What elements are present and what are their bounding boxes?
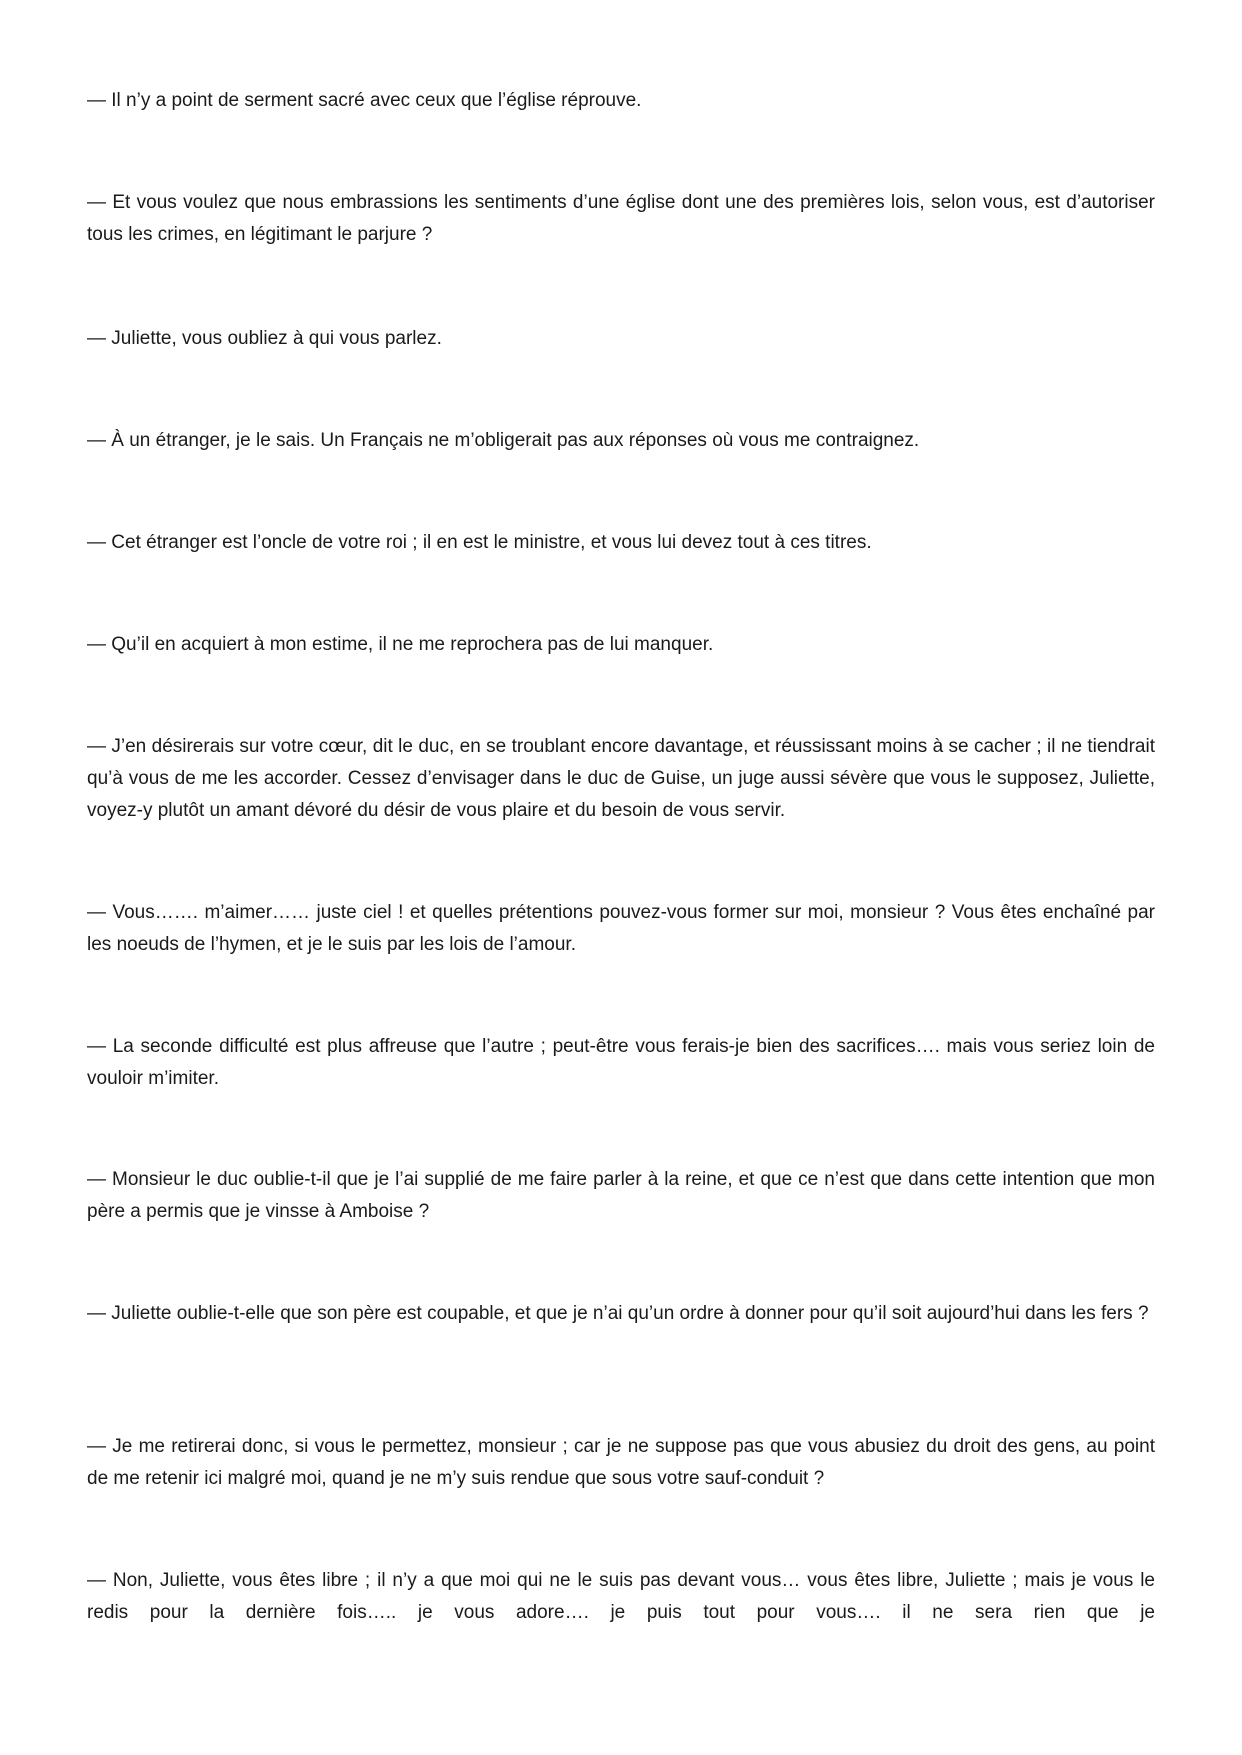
paragraph-3: — Juliette, vous oubliez à qui vous parlez. [87, 328, 442, 349]
paragraph-12: — Je me retirerai donc, si vous le permettez, monsieur ; car je ne suppose pas que vous abusiez du droit des gens, au point de me retenir ici malgré moi, quand je ne m’y suis rendue que sous votre sauf-conduit ? [87, 1436, 1155, 1489]
paragraph-10: — Monsieur le duc oublie-t-il que je l’ai supplié de me faire parler à la reine, et que ce n’est que dans cette intention que mon père a permis que je vinsse à Amboise ? [87, 1169, 1155, 1222]
paragraph-11: — Juliette oublie-t-elle que son père est coupable, et que je n’ai qu’un ordre à donner pour qu’il soit aujourd’hui dans les fers ? [87, 1303, 1149, 1324]
paragraph-4: — À un étranger, je le sais. Un Français ne m’obligerait pas aux réponses où vous me contraignez. [87, 430, 920, 451]
paragraph-8: — Vous……. m’aimer…… juste ciel ! et quelles prétentions pouvez-vous former sur moi, monsieur ? Vous êtes enchaîné par les noeuds de l’hymen, et je le suis par les lois de l’amour. [87, 902, 1155, 955]
paragraph-7: — J’en désirerais sur votre cœur, dit le duc, en se troublant encore davantage, et réussissant moins à se cacher ; il ne tiendrait qu’à vous de me les accorder. Cessez d’envisager dans le duc de Guise, un juge aussi sévère que vous le supposez, Juliette, voyez-y plutôt un amant dévoré du désir de vous plaire et du besoin de vous servir. [87, 736, 1155, 821]
paragraph-9: — La seconde difficulté est plus affreuse que l’autre ; peut-être vous ferais-je bien des sacrifices…. mais vous seriez loin de vouloir m’imiter. [87, 1036, 1155, 1089]
paragraph-2: — Et vous voulez que nous embrassions les sentiments d’une église dont une des premières lois, selon vous, est d’autoriser tous les crimes, en légitimant le parjure ? [87, 192, 1155, 245]
paragraph-6: — Qu’il en acquiert à mon estime, il ne me reprochera pas de lui manquer. [87, 634, 714, 655]
paragraph-13: — Non, Juliette, vous êtes libre ; il n’y a que moi qui ne le suis pas devant vous… vous êtes libre, Juliette ; mais je vous le redis pour la dernière fois….. je vous adore…. je puis tout pour vous…. il ne sera rien que je [87, 1570, 1155, 1623]
paragraph-5: — Cet étranger est l’oncle de votre roi ; il en est le ministre, et vous lui devez tout à ces titres. [87, 532, 872, 553]
paragraph-1: — Il n’y a point de serment sacré avec ceux que l’église réprouve. [87, 90, 642, 111]
